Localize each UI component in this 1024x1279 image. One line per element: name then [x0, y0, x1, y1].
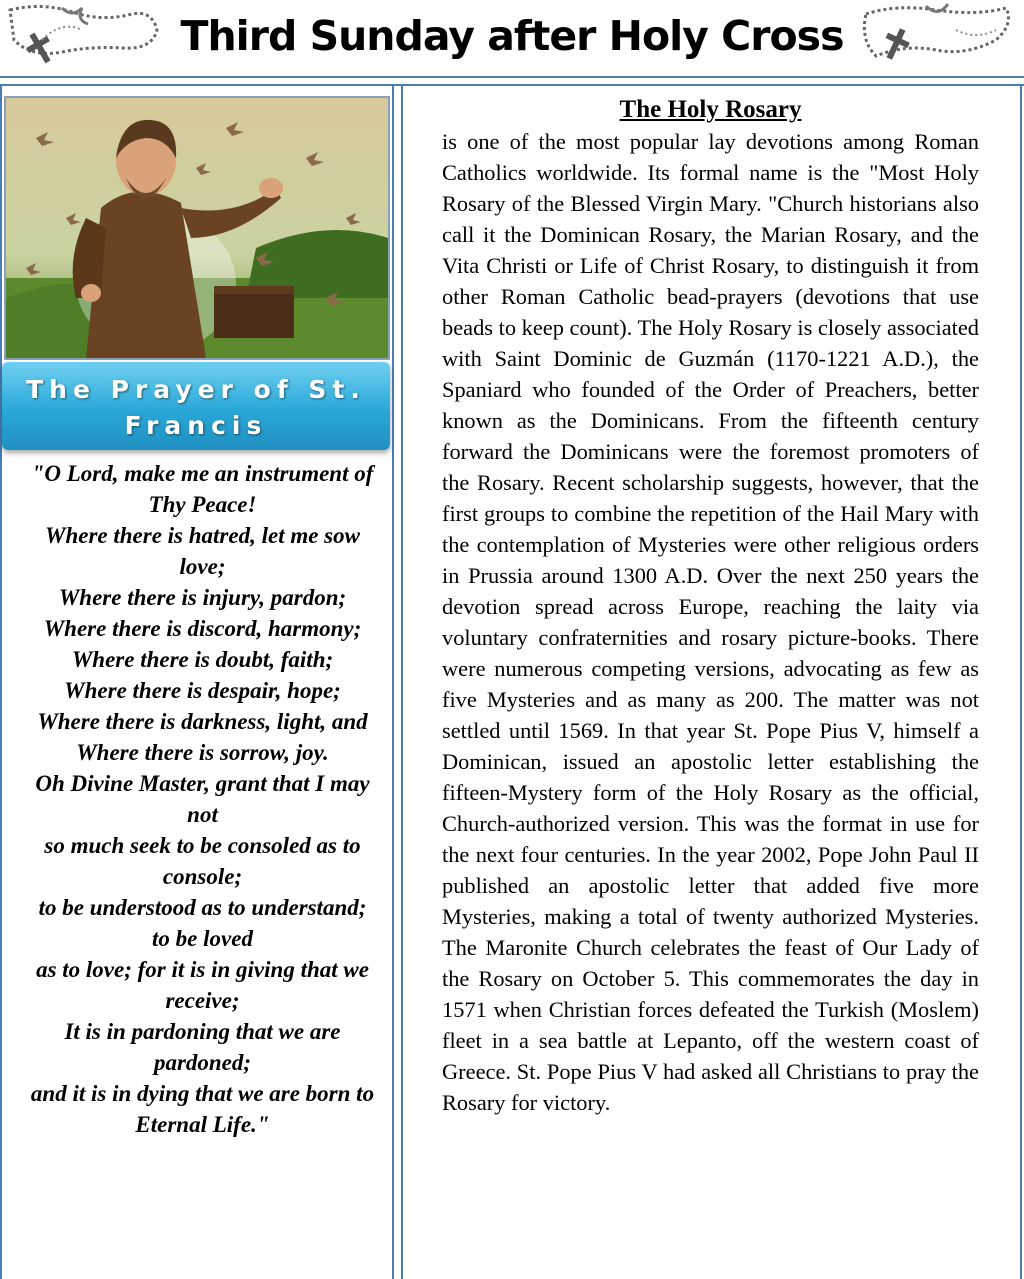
prayer-line: "O Lord, make me an instrument of Thy Peace! — [31, 461, 374, 517]
prayer-line: and it is in dying that we are born to Eternal Life." — [30, 1081, 375, 1137]
prayer-line: Where there is injury, pardon; — [58, 585, 347, 610]
page-right-border — [1020, 86, 1022, 1279]
prayer-line: Where there is darkness, light, and — [37, 709, 368, 734]
prayer-line: Where there is doubt, faith; — [71, 647, 334, 672]
article-title: The Holy Rosary — [619, 96, 802, 123]
column-divider — [401, 86, 403, 1279]
prayer-line: Oh Divine Master, grant that I may not — [35, 771, 370, 827]
prayer-line: Where there is discord, harmony; — [43, 616, 362, 641]
prayer-banner-title: The Prayer of St. Francis — [26, 375, 366, 440]
rosary-beads-icon — [856, 0, 1016, 70]
page-header — [0, 0, 1024, 78]
prayer-line: so much seek to be consoled as to console; — [44, 833, 361, 889]
prayer-line: as to love; for it is in giving that we receive; — [36, 957, 369, 1013]
st-francis-portrait — [4, 96, 390, 360]
prayer-line: to be understood as to understand; to be loved — [38, 895, 367, 951]
prayer-line: Where there is despair, hope; — [64, 678, 341, 703]
page-title: Third Sunday after Holy Cross — [180, 12, 844, 60]
article-body: is one of the most popular lay devotions among Roman Catholics worldwide. Its formal name is the "Most Holy Rosary of the Blessed Virgin Mary. "Church historians also call it the Dominican Rosary, the Marian Rosary, and the Vita Christi or Life of Christ Rosary, to distinguish it from other Roman Catholic bead-prayers (devotions that use beads to keep count). The Holy Rosary is closely associated with Saint Dominic de Guzmán (1170-1221 A.D.), the Spaniard who founded of the Order of Preachers, better known as the Dominicans. From the fifteenth century forward the Dominicans were the foremost promoters of the Rosary. Recent scholarship suggests, however, that the first groups to combine the repetition of the Hail Mary with the contemplation of Mysteries were other religious orders in Prussia around 1300 A.D. Over the next 250 years the devotion spread across Europe, reaching the laity via voluntary confraternities and rosary picture-books. There were numerous competing versions, advocating as few as five Mysteries and as many as 200. The matter was not settled until 1569. In that year St. Pope Pius V, himself a Dominican, issued an apostolic letter establishing the fifteen-Mystery form of the Holy Rosary as the official, Church-authorized version. This was the format in use for the next four centuries. In the year 2002, Pope John Paul II published an apostolic letter that added five more Mysteries, making a total of twenty authorized Mysteries. The Maronite Church celebrates the feast of Our Lady of the Rosary on October 5. This commemorates the day in 1571 when Christian forces defeated the Turkish (Moslem) fleet in a sea battle at Lepanto, off the western coast of Greece. St. Pope Pius V had asked all Christians to pray the Rosary for victory. — [442, 129, 979, 1115]
rosary-article — [442, 94, 979, 1118]
prayer-banner — [2, 362, 390, 450]
prayer-line: Where there is sorrow, joy. — [76, 740, 329, 765]
prayer-text — [30, 458, 375, 1140]
prayer-line: It is in pardoning that we are pardoned; — [64, 1019, 341, 1075]
prayer-line: Where there is hatred, let me sow love; — [45, 523, 360, 579]
